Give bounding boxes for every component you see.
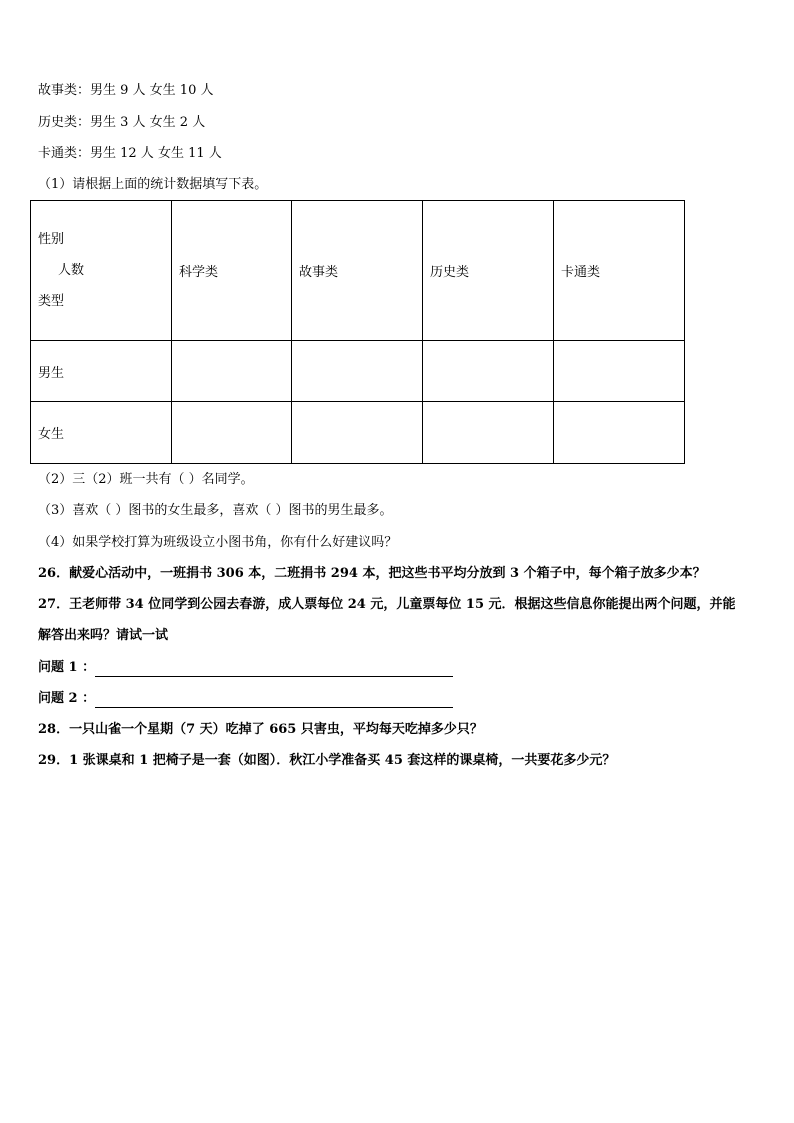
statistics-table <box>30 200 685 464</box>
question-2-blank[interactable] <box>95 693 453 708</box>
cell-boys-cartoon[interactable] <box>554 341 685 402</box>
question-1-blank[interactable] <box>95 662 453 677</box>
cell-girls-cartoon[interactable] <box>554 402 685 464</box>
header-science: 科学类 <box>172 201 292 341</box>
row-label-girls: 女生 <box>31 402 172 464</box>
problem-28: 28．一只山雀一个星期（7 天）吃掉了 665 只害虫，平均每天吃掉多少只？ <box>38 722 483 737</box>
table-row-girls <box>31 402 685 464</box>
row-label-boys: 男生 <box>31 341 172 402</box>
cell-girls-history[interactable] <box>423 402 554 464</box>
cell-boys-science[interactable] <box>172 341 292 402</box>
question-1-label: 问题 1 ： <box>38 660 96 675</box>
question-4: （4）如果学校打算为班级设立小图书角，你有什么好建议吗？ <box>38 535 398 550</box>
header-story: 故事类 <box>292 201 423 341</box>
stats-line-cartoon: 卡通类：男生 12 人 女生 11 人 <box>38 146 222 161</box>
problem-27-line-2: 解答出来吗？请试一试 <box>38 628 169 643</box>
table-corner-cell <box>31 201 172 341</box>
stats-line-story: 故事类：男生 9 人 女生 10 人 <box>38 83 214 98</box>
question-2-answer-line <box>38 690 453 708</box>
problem-26: 26．献爱心活动中，一班捐书 306 本，二班捐书 294 本，把这些书平均分放到 3 个箱子中，每个箱子放多少本？ <box>38 566 706 581</box>
stats-line-history: 历史类：男生 3 人 女生 2 人 <box>38 115 206 130</box>
question-1-instruction: （1）请根据上面的统计数据填写下表。 <box>38 177 268 192</box>
corner-label-count: 人数 <box>58 263 85 278</box>
cell-boys-story[interactable] <box>292 341 423 402</box>
header-cartoon: 卡通类 <box>554 201 685 341</box>
table-row-boys <box>31 341 685 402</box>
question-2: （2）三（2）班一共有（ ）名同学。 <box>38 472 254 487</box>
corner-label-type: 类型 <box>38 294 65 309</box>
question-3: （3）喜欢（ ）图书的女生最多，喜欢（ ）图书的男生最多。 <box>38 503 393 518</box>
problem-29: 29．1 张课桌和 1 把椅子是一套（如图）．秋江小学准备买 45 套这样的课桌椅，一共要花多少元？ <box>38 753 616 768</box>
header-history: 历史类 <box>423 201 554 341</box>
question-1-answer-line <box>38 659 453 677</box>
problem-27-line-1: 27．王老师带 34 位同学到公园去春游，成人票每位 24 元，儿童票每位 15 元．根据这些信息你能提出两个问题，并能 <box>38 597 736 612</box>
cell-boys-history[interactable] <box>423 341 554 402</box>
question-2-label: 问题 2 ： <box>38 691 96 706</box>
table-header-row <box>31 201 685 341</box>
cell-girls-science[interactable] <box>172 402 292 464</box>
corner-label-gender: 性别 <box>38 232 65 247</box>
cell-girls-story[interactable] <box>292 402 423 464</box>
